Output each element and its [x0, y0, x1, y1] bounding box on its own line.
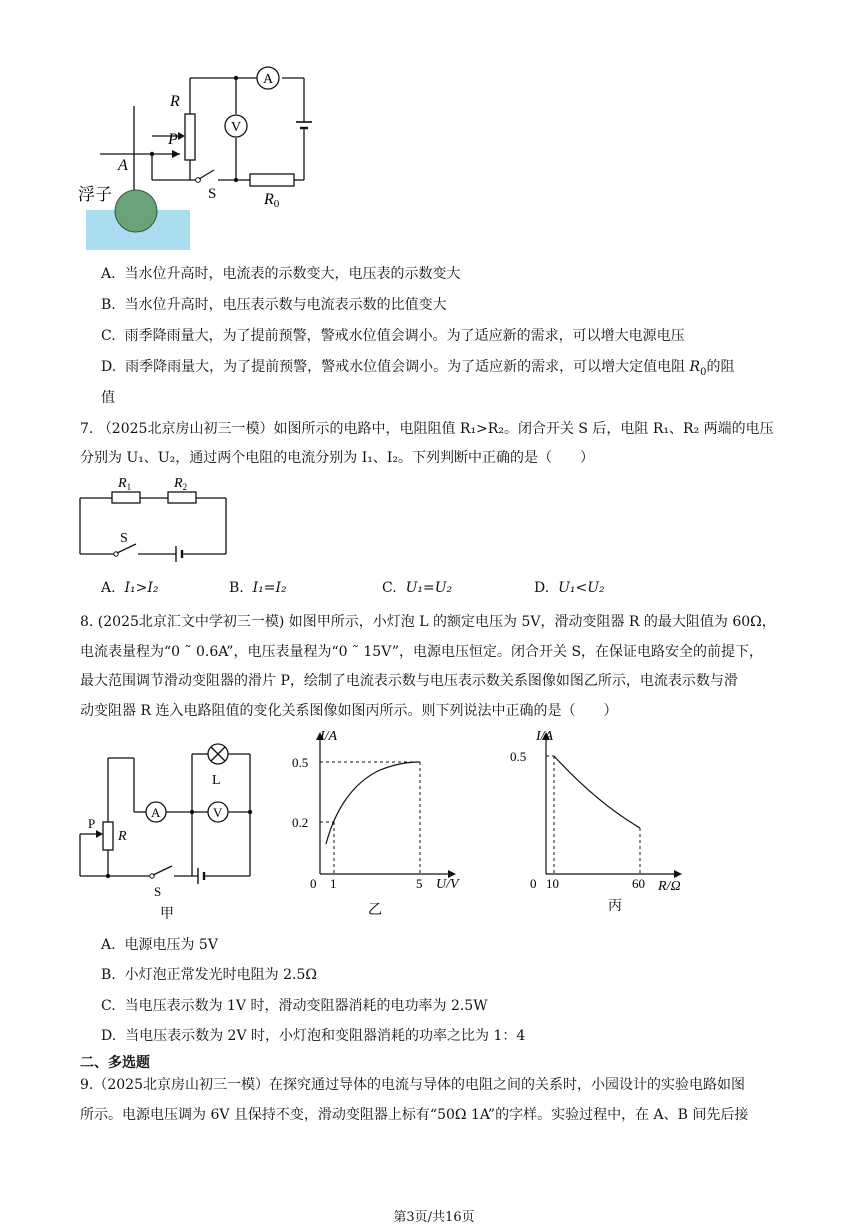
page-footer: 第3页/共16页: [393, 1210, 475, 1225]
y-tick-0.5: 0.5: [292, 755, 309, 770]
resistor-R1: [112, 492, 140, 503]
label-S: S: [120, 531, 128, 546]
q8-stem-line2: 电流表量程为“0 ˜ 0.6A”，电压表量程为“0 ˜ 15V”，电源电压恒定。闭合开关 S，在保证电路安全的前提下，: [80, 644, 764, 660]
x-tick-10: 10: [546, 876, 559, 891]
q8-graph-yi: [290, 724, 470, 920]
x-tick-5: 5: [416, 876, 423, 891]
y-axis-label: I/A: [536, 729, 554, 744]
y-axis-label: I/A: [320, 729, 338, 744]
q6-circuit-figure: [78, 58, 338, 254]
x-axis-label: R/Ω: [658, 879, 681, 894]
q7-option-d: D. U₁<U₂: [534, 580, 605, 596]
label-L: L: [212, 773, 221, 788]
label-P: P: [88, 816, 96, 831]
q7-stem-line2: 分别为 U₁、U₂，通过两个电阻的电流分别为 I₁、I₂。下列判断中正确的是（ ）: [80, 450, 595, 466]
label-S: S: [208, 186, 217, 202]
x-tick-60: 60: [632, 876, 645, 891]
y-tick-0.5: 0.5: [510, 749, 527, 764]
q8-stem-line3: 最大范围调节滑动变阻器的滑片 P，绘制了电流表示数与电压表示数关系图像如图乙所示，电流表示数与滑: [80, 673, 738, 689]
label-V: V: [213, 805, 223, 820]
q8-option-c: C. 当电压表示数为 1V 时，滑动变阻器消耗的电功率为 2.5W: [101, 998, 488, 1014]
y-tick-0.2: 0.2: [292, 815, 309, 830]
x-tick-0: 0: [530, 876, 537, 891]
q7-option-a: A. I₁>I₂: [101, 580, 159, 596]
caption-bing: 丙: [608, 898, 622, 914]
section-heading-multiple-choice: 二、多选题: [80, 1055, 150, 1071]
q8-option-a: A. 电源电压为 5V: [101, 937, 218, 953]
resistor-R0: [250, 174, 294, 186]
q8-option-b: B. 小灯泡正常发光时电阻为 2.5Ω: [101, 967, 317, 983]
label-V-meter: V: [231, 120, 242, 135]
q8-stem-line4: 动变阻器 R 连入电路阻值的变化关系图像如图丙所示。则下列说法中正确的是（ ）: [80, 703, 618, 719]
label-A: A: [118, 157, 128, 174]
label-A: A: [151, 805, 161, 820]
caption-yi: 乙: [368, 902, 382, 918]
x-tick-1: 1: [330, 876, 337, 891]
x-axis-label: U/V: [436, 877, 459, 892]
resistor-R2: [168, 492, 196, 503]
rheostat-R: [185, 114, 195, 160]
label-R: R: [118, 829, 127, 844]
label-A-meter: A: [263, 72, 274, 87]
q7-circuit-figure: [78, 472, 230, 564]
q9-stem-line2: 所示。电源电压调为 6V 且保持不变，滑动变阻器上标有“50Ω 1A”的字样。实验过程中，在 A、B 间先后接: [80, 1107, 749, 1123]
q9-stem-line1: 9.（2025北京房山初三一模）在探究通过导体的电流与导体的电阻之间的关系时，小园设计的实验电路如图: [80, 1077, 745, 1093]
q6-option-c: C. 雨季降雨量大，为了提前预警，警戒水位值会调小。为了适应新的需求，可以增大电源电压: [101, 328, 685, 344]
label-S: S: [154, 884, 162, 899]
caption-jia: 甲: [160, 906, 174, 920]
label-P: P: [168, 131, 178, 148]
rheostat-R: [103, 822, 113, 850]
q8-circuit-jia: [76, 736, 266, 920]
q8-graph-bing: [506, 724, 696, 920]
q6-option-a: A. 当水位升高时，电流表的示数变大，电压表的示数变大: [101, 266, 461, 282]
label-R1: $R_1$: [118, 476, 132, 492]
float-ball: [115, 190, 157, 232]
label-R: R: [170, 93, 180, 110]
q6-option-b: B. 当水位升高时，电压表示数与电流表示数的比值变大: [101, 297, 447, 313]
q6-option-d: D. 雨季降雨量大，为了提前预警，警戒水位值会调小。为了适应新的需求，可以增大定值电阻 $R_0$的阻: [101, 359, 735, 378]
q7-option-b: B. I₁=I₂: [229, 580, 287, 596]
label-R0: R0: [264, 191, 280, 210]
q7-option-c: C. U₁=U₂: [382, 580, 453, 596]
q8-stem-line1: 8. (2025北京汇文中学初三一模) 如图甲所示，小灯泡 L 的额定电压为 5V，滑动变阻器 R 的最大阻值为 60Ω，: [80, 614, 776, 630]
label-float: 浮子: [78, 185, 112, 205]
x-tick-0: 0: [310, 876, 317, 891]
q6-option-d-cont: 值: [101, 390, 115, 406]
q8-option-d: D. 当电压表示数为 2V 时，小灯泡和变阻器消耗的功率之比为 1：4: [101, 1028, 526, 1044]
q7-stem-line1: 7. （2025北京房山初三一模）如图所示的电路中，电阻阻值 R₁>R₂。闭合开关 S 后，电阻 R₁、R₂ 两端的电压: [80, 421, 774, 437]
label-R2: $R_2$: [174, 476, 188, 492]
